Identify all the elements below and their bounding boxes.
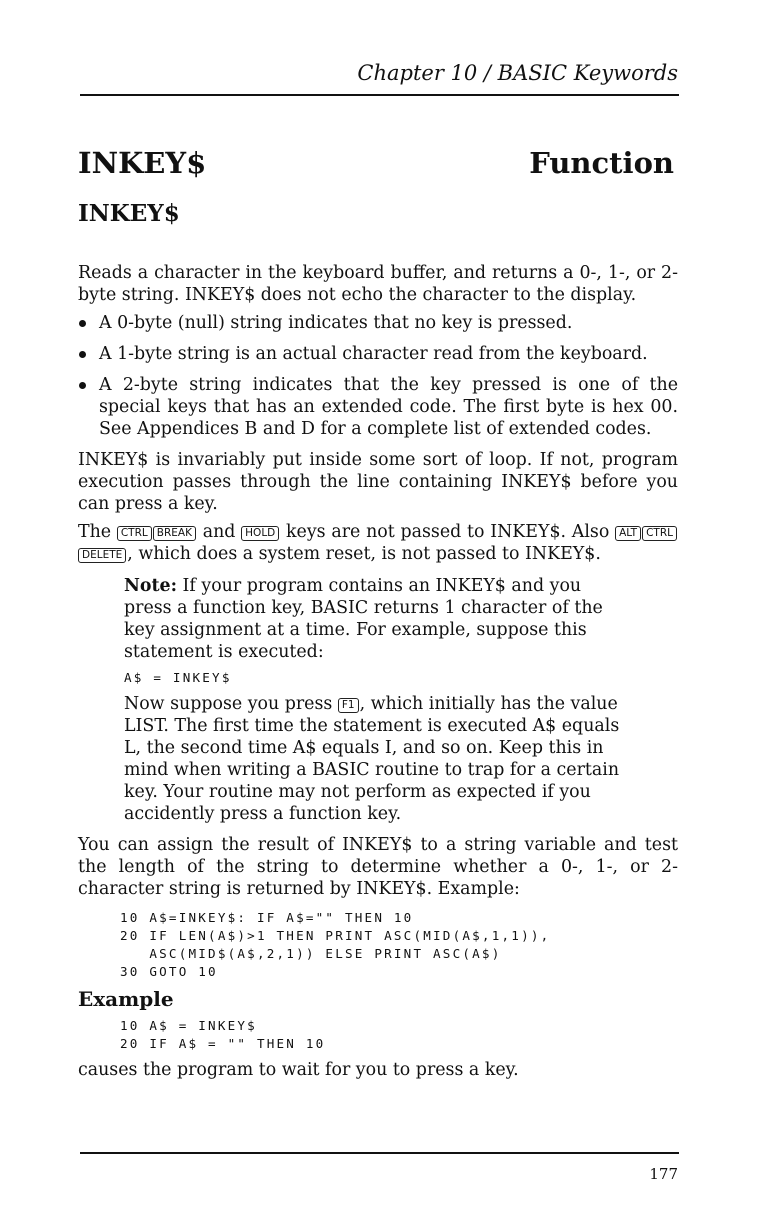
return-values-list: [78, 312, 678, 440]
note-label: Note:: [124, 576, 178, 596]
code-line: 30 GOTO 10: [120, 964, 218, 979]
hold-key-label: HOLD: [241, 526, 279, 541]
keys-paragraph: [78, 521, 678, 565]
intro-paragraph: Reads a character in the keyboard buffer, and returns a 0-, 1-, or 2-byte string. INKEY$ does not echo the character to the display.: [78, 263, 678, 305]
code-example-1: [120, 909, 678, 981]
code-example-2: [120, 1017, 678, 1053]
note-block: [124, 575, 624, 825]
ctrl-key-label: CTRL: [642, 526, 677, 541]
alt-key-label: ALT: [615, 526, 641, 541]
assign-paragraph: You can assign the result of INKEY$ to a string variable and test the length of the string to determine whether a 0-, 1-, or 2-character string is returned by INKEY$. Example:: [78, 835, 678, 899]
page-body: [78, 262, 678, 1081]
note-text: , which initially has the value LIST. The first time the statement is executed A$ equals L, the second time A$ equals I, and so on. Keep this in mind when writing a BASIC routine to trap for a certain key. Your routine may not perform as expected if you accidently press a function key.: [124, 694, 620, 824]
code-line: 20 IF A$ = "" THEN 10: [120, 1036, 326, 1051]
list-item: A 0-byte (null) string indicates that no key is pressed.: [78, 312, 678, 334]
keys-text: , which does a system reset, is not passed to INKEY$.: [127, 544, 601, 564]
keyword-type: Function: [529, 146, 674, 180]
code-line: 10 A$=INKEY$: IF A$="" THEN 10: [120, 910, 414, 925]
loop-paragraph: INKEY$ is invariably put inside some sort of loop. If not, program execution passes through the line containing INKEY$ before you can press a key.: [78, 450, 678, 514]
f1-key-label: F1: [338, 698, 359, 713]
code-line: ASC(MID$(A$,2,1)) ELSE PRINT ASC(A$): [120, 946, 502, 961]
footer-rule: [80, 1152, 679, 1154]
example-heading: Example: [78, 987, 174, 1011]
keys-text: The: [78, 522, 112, 542]
page-number: 177: [649, 1165, 678, 1183]
break-key-label: BREAK: [153, 526, 196, 541]
note-text: Now suppose you press: [124, 694, 333, 714]
syntax-line: INKEY$: [78, 200, 180, 227]
keyword-heading: [78, 146, 674, 180]
keys-text: keys are not passed to INKEY$. Also: [286, 522, 610, 542]
header-rule: [80, 94, 679, 96]
list-item: A 2-byte string indicates that the key pressed is one of the special keys that has an extended code. The first byte is hex 00. See Appendices B and D for a complete list of extended codes.: [78, 374, 678, 440]
note-paragraph-2: [124, 693, 624, 825]
closing-paragraph: causes the program to wait for you to press a key.: [78, 1060, 519, 1080]
chapter-header: Chapter 10 / BASIC Keywords: [357, 61, 678, 85]
code-line: 20 IF LEN(A$)>1 THEN PRINT ASC(MID(A$,1,1)),: [120, 928, 551, 943]
note-code: A$ = INKEY$: [124, 670, 232, 685]
list-item: A 1-byte string is an actual character read from the keyboard.: [78, 343, 678, 365]
keyword-name: INKEY$: [78, 146, 207, 180]
ctrl-key-label: CTRL: [117, 526, 152, 541]
note-text: If your program contains an INKEY$ and you press a function key, BASIC returns 1 character of the key assignment at a time. For example, suppose this statement is executed:: [124, 576, 603, 662]
note-paragraph: [124, 575, 624, 663]
delete-key-label: DELETE: [78, 548, 126, 563]
keys-text: and: [202, 522, 236, 542]
code-line: 10 A$ = INKEY$: [120, 1018, 257, 1033]
